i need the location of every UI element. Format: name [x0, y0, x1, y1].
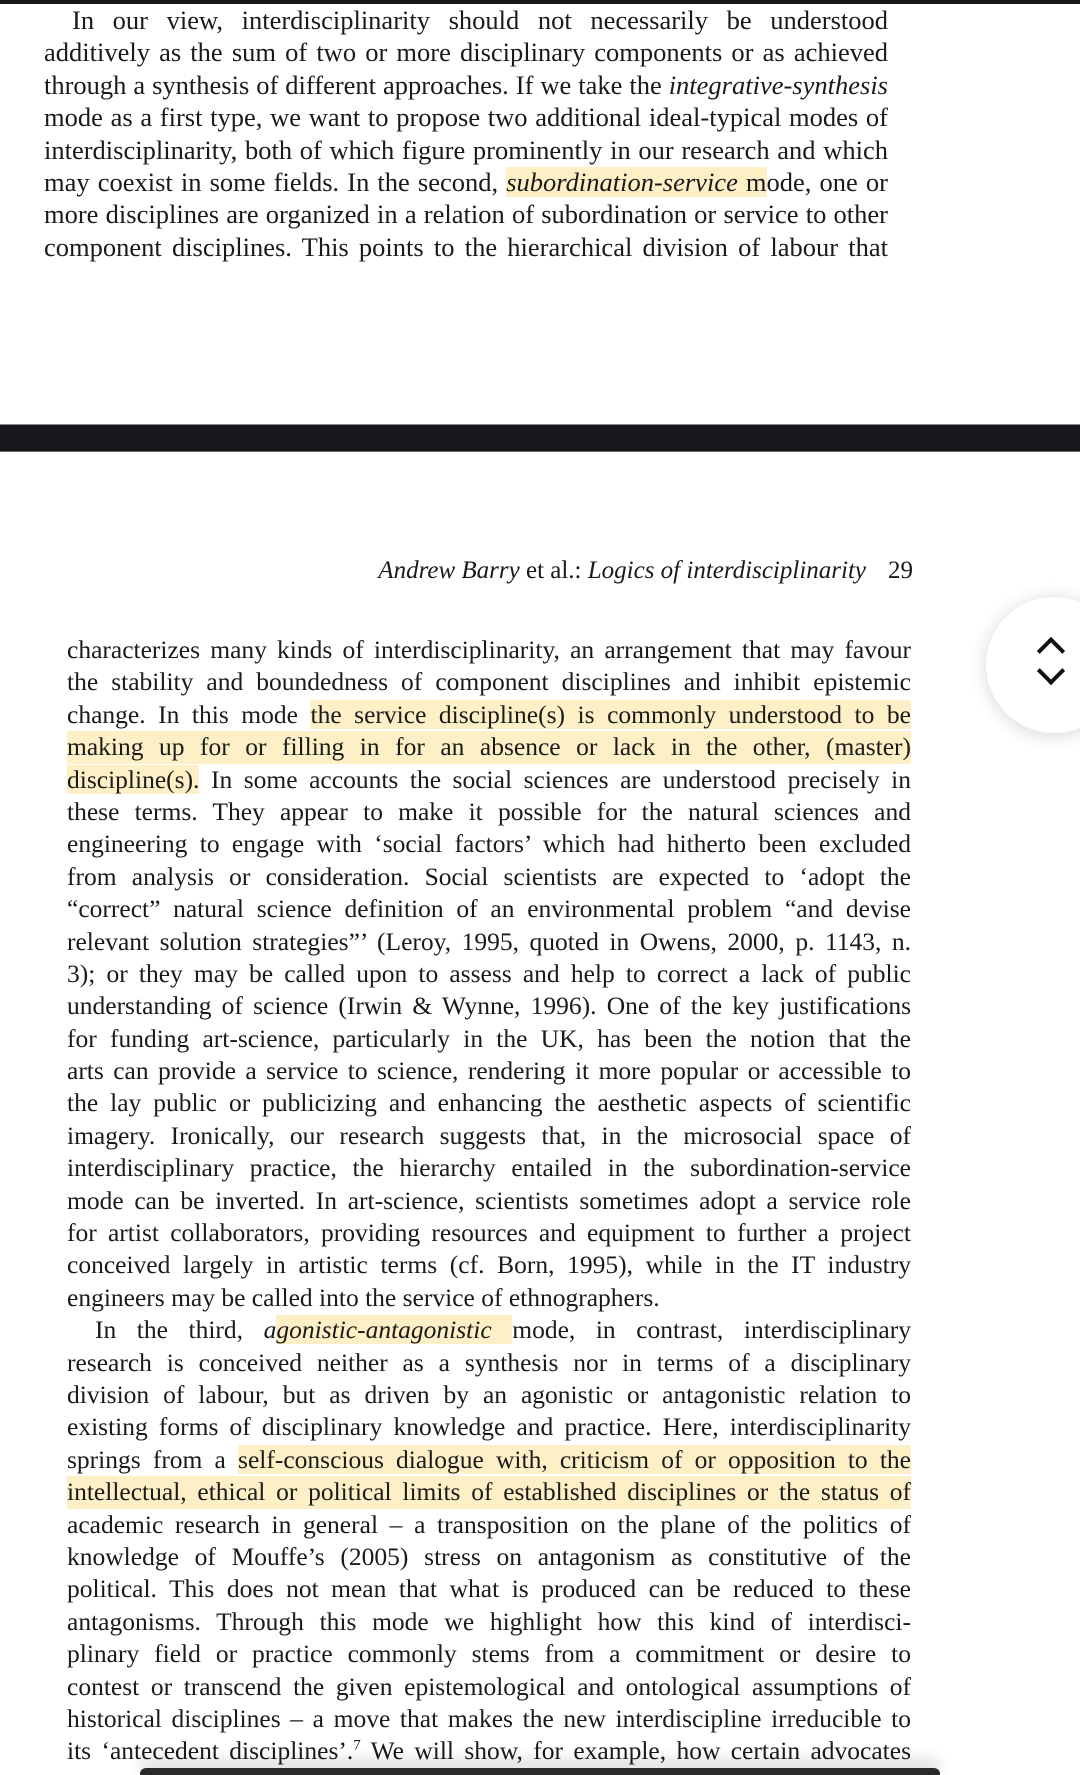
text-run: engineering to engage with ‘social factors’ which had hitherto been excluded — [67, 829, 911, 859]
text-line — [67, 1023, 911, 1055]
text-run: We will show, for example, how certain advocates — [360, 1736, 911, 1766]
text-run: ode, one or — [766, 166, 888, 197]
text-line — [67, 1411, 911, 1443]
highlight-service-discipline[interactable]: the service discipline(s) is commonly understood to be — [310, 699, 911, 729]
text-run: characterizes many kinds of interdisciplinarity, an arrangement that may favour — [67, 635, 911, 664]
text-line — [67, 828, 911, 860]
highlight-self-conscious-dialogue[interactable]: self-conscious dialogue with, criticism of or opposition to the — [238, 1444, 911, 1474]
text-run: political. This does not mean that what is produced can be reduced to these — [67, 1574, 911, 1604]
page-navigation-button[interactable] — [986, 597, 1080, 733]
text-run: research is conceived neither as a synthesis nor in terms of a disciplinary — [67, 1347, 911, 1377]
text-line — [67, 666, 911, 698]
text-line — [44, 134, 888, 166]
highlight-agonistic-antagonistic[interactable]: gonistic-antagonistic — [276, 1315, 513, 1345]
highlight-subordination-service[interactable]: subordination-service — [506, 166, 738, 197]
text-run: interdisciplinary practice, the hierarchy entailed in the subordination-service — [67, 1153, 911, 1183]
bottom-toolbar-edge — [140, 1768, 940, 1775]
text-run: existing forms of disciplinary knowledge and practice. Here, interdisciplinarity — [67, 1412, 911, 1442]
text-line — [44, 36, 888, 68]
text-run: In our view, interdisciplinarity should not necessarily be understood — [72, 5, 888, 35]
text-run: “correct” natural science definition of an environmental problem “and devise — [67, 894, 911, 924]
text-line — [44, 166, 888, 198]
text-line — [67, 1152, 911, 1184]
text-run: more disciplines are organized in a relation of subordination or service to other — [44, 199, 888, 230]
text-line — [67, 699, 911, 731]
text-run: conceived largely in artistic terms (cf. Born, 1995), while in the IT industry — [67, 1250, 911, 1280]
text-run: from analysis or consideration. Social scientists are expected to ‘adopt the — [67, 861, 911, 891]
text-run: academic research in general – a transposition on the plane of the politics of — [67, 1509, 911, 1539]
text-line — [67, 990, 911, 1022]
text-run: historical disciplines – a move that makes the new interdiscipline irreducible to — [67, 1703, 911, 1733]
text-run: imagery. Ironically, our research suggests that, in the microsocial space of — [67, 1120, 911, 1150]
text-line — [67, 764, 911, 796]
text-run: for artist collaborators, providing resources and equipment to further a project — [67, 1218, 911, 1248]
text-line — [67, 1185, 911, 1217]
text-run: antagonisms. Through this mode we highlight how this kind of interdisci- — [67, 1606, 911, 1636]
text-run: mode as a first type, we want to propose two additional ideal-typical modes of — [44, 102, 888, 133]
page-29-text — [67, 634, 911, 1768]
text-run: In some accounts the social sciences are understood precisely in — [199, 764, 911, 794]
text-line — [67, 1055, 911, 1087]
text-line — [67, 1347, 911, 1379]
text-line — [67, 1282, 911, 1314]
text-line — [67, 958, 911, 990]
text-run: the lay public or publicizing and enhancing the aesthetic aspects of scientific — [67, 1088, 911, 1118]
text-run: the stability and boundedness of component disciplines and inhibit epistemic — [67, 667, 911, 697]
text-run: understanding of science (Irwin & Wynne, 1996). One of the key justifications — [67, 991, 911, 1021]
text-line — [67, 1606, 911, 1638]
italic-term-integrative-synthesis: integrative-synthesis — [668, 69, 888, 100]
text-run: plinary field or practice commonly stems from a commitment or desire to — [67, 1639, 911, 1669]
header-author: Andrew Barry — [378, 557, 520, 584]
text-run: for funding art-science, particularly in the UK, has been the notion that the — [67, 1023, 911, 1053]
text-run: through a synthesis of different approaches. If we take the — [44, 69, 669, 100]
text-run: contest or transcend the given epistemological and ontological assumptions of — [67, 1671, 911, 1701]
text-line — [67, 1638, 911, 1670]
text-line — [67, 1509, 911, 1541]
text-run: change. In this mode — [67, 699, 311, 729]
text-line — [44, 69, 888, 101]
text-line — [67, 1444, 911, 1476]
highlight-self-conscious-dialogue[interactable]: intellectual, ethical or political limits of established disciplines or the status of — [67, 1476, 911, 1508]
text-run: component disciplines. This points to the hierarchical division of labour that — [44, 231, 888, 262]
page-28-text — [44, 4, 888, 263]
header-etal: et al.: — [519, 557, 588, 584]
text-line — [67, 861, 911, 893]
text-line — [67, 1379, 911, 1411]
text-run: engineers may be called into the service of ethnographers. — [67, 1282, 660, 1312]
text-line — [67, 1541, 911, 1573]
text-run: mode can be inverted. In art-science, scientists sometimes adopt a service role — [67, 1185, 911, 1215]
text-run: may coexist in some fields. In the second, — [44, 166, 507, 197]
text-line — [67, 1671, 911, 1703]
text-line — [67, 893, 911, 925]
running-header — [300, 553, 913, 589]
highlight-subordination-service-tail[interactable]: m — [737, 166, 767, 197]
header-title: Logics of interdisciplinarity — [587, 557, 866, 584]
text-run: arts can provide a service to science, rendering it more popular or accessible to — [67, 1056, 911, 1086]
text-run: these terms. They appear to make it possible for the natural sciences and — [67, 796, 911, 826]
page-number: 29 — [888, 557, 913, 584]
text-line — [67, 731, 911, 763]
page-separator — [0, 424, 1080, 452]
text-line — [44, 101, 888, 133]
text-line — [67, 1087, 911, 1119]
text-line — [67, 926, 911, 958]
text-run: division of labour, but as driven by an agonistic or antagonistic relation to — [67, 1379, 911, 1409]
chevron-down-icon[interactable] — [1037, 657, 1065, 685]
text-run: relevant solution strategies”’ (Leroy, 1995, quoted in Owens, 2000, p. 1143, n. — [67, 926, 911, 956]
text-run: mode, in contrast, interdisciplinary — [512, 1315, 911, 1345]
text-run: additively as the sum of two or more disciplinary components or as achieved — [44, 37, 888, 68]
text-run: 3); or they may be called upon to assess and help to correct a lack of public — [67, 958, 911, 988]
text-line — [67, 1314, 911, 1346]
text-run: a — [263, 1315, 277, 1345]
text-line — [67, 1735, 911, 1767]
text-run: its ‘antecedent disciplines’. — [67, 1736, 354, 1766]
text-run: In the third, — [95, 1315, 264, 1345]
footnote-marker[interactable]: 7 — [353, 1737, 361, 1754]
text-line — [67, 796, 911, 828]
text-line — [67, 634, 911, 666]
highlight-service-discipline[interactable]: making up for or filling in for an absence or lack in the other, (master) — [67, 731, 911, 763]
text-line — [44, 198, 888, 230]
text-line — [67, 1249, 911, 1281]
text-run: knowledge of Mouffe’s (2005) stress on antagonism as constitutive of the — [67, 1541, 911, 1571]
text-line — [44, 231, 888, 263]
text-line — [67, 1120, 911, 1152]
text-line — [67, 1217, 911, 1249]
text-line — [67, 1703, 911, 1735]
text-line — [44, 4, 888, 36]
highlight-service-discipline[interactable]: discipline(s). — [67, 764, 200, 794]
text-line — [67, 1573, 911, 1605]
text-run: interdisciplinarity, both of which figure prominently in our research and which — [44, 134, 888, 165]
text-run: springs from a — [67, 1444, 239, 1474]
text-line — [67, 1476, 911, 1508]
